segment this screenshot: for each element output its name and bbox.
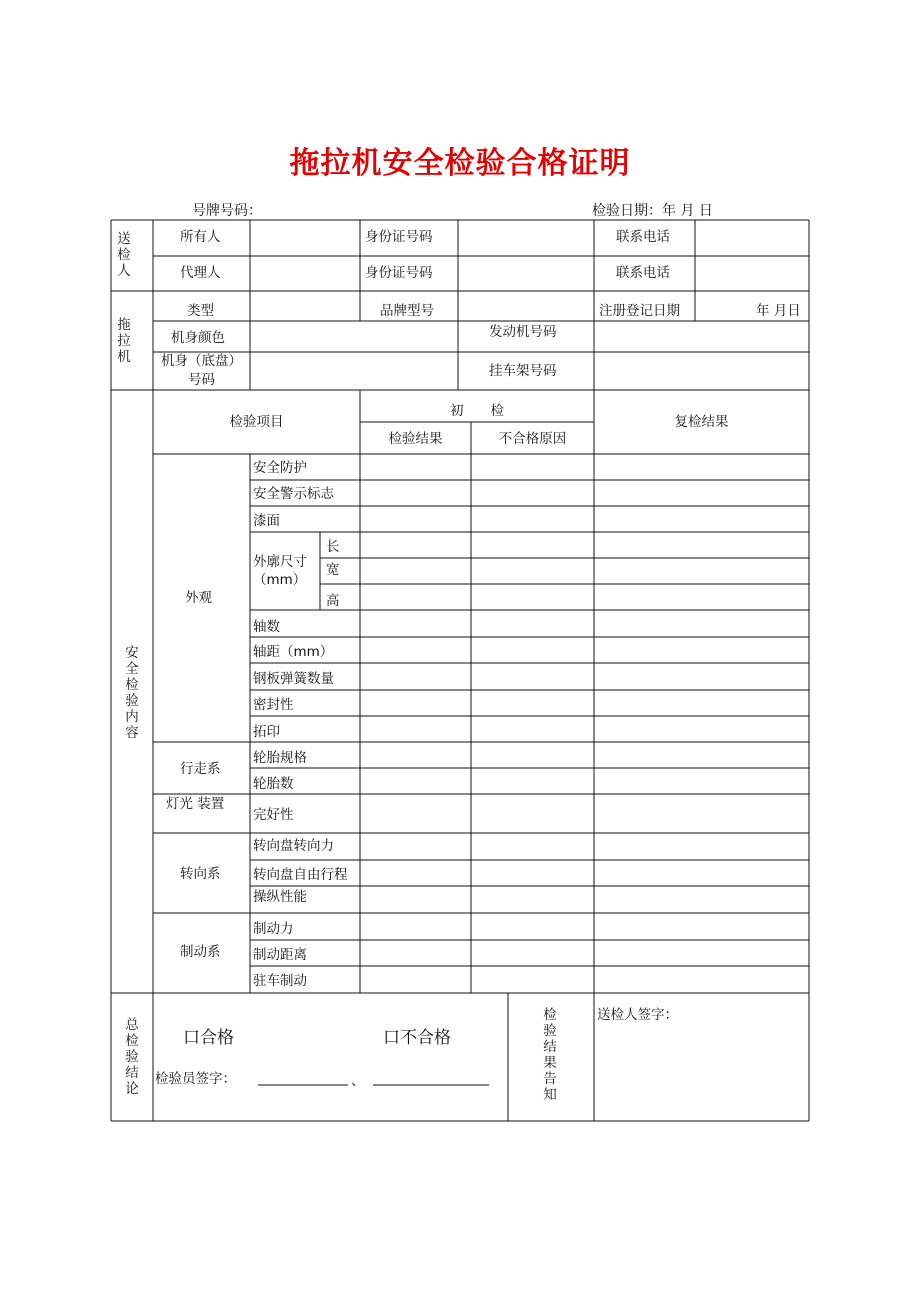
reg-date-label: 注册登记日期	[599, 303, 680, 319]
signature-separator: 、	[351, 1073, 365, 1089]
item-row: 钢板弹簧数量	[253, 671, 334, 687]
item-row: 完好性	[253, 807, 294, 823]
walking-system-label: 行走系	[180, 761, 221, 777]
item-row: 拓印	[253, 724, 280, 740]
inspector-signature-label: 检验员签字：	[155, 1071, 236, 1087]
tractor-group-label: 拖拉机	[117, 317, 131, 365]
inspection-group-label: 安全检验内容	[125, 645, 139, 741]
steering-system-label: 转向系	[180, 866, 221, 882]
agent-phone-label: 联系电话	[616, 265, 670, 281]
owner-id-label: 身份证号码	[365, 229, 433, 245]
recheck-header: 复检结果	[674, 414, 729, 430]
item-row: 轮胎规格	[253, 750, 307, 766]
dimension-width: 宽	[326, 562, 340, 578]
color-label: 机身颜色	[171, 330, 225, 346]
item-row: 轴数	[253, 619, 280, 635]
item-row: 安全警示标志	[253, 486, 334, 502]
lights-label: 灯光 装置	[166, 796, 225, 812]
initial-header: 初 检	[450, 403, 504, 419]
braking-system-label: 制动系	[180, 944, 221, 960]
plate-number-label: 号牌号码：	[192, 203, 262, 219]
brand-label: 品牌型号	[380, 303, 434, 319]
reg-date-value: 年 月日	[756, 303, 801, 319]
agent-label: 代理人	[180, 265, 221, 281]
sender-group-label: 送检人	[117, 231, 131, 279]
inspection-date-label: 检验日期：年 月 日	[592, 203, 713, 219]
type-label: 类型	[187, 303, 214, 319]
engine-label: 发动机号码	[489, 324, 557, 340]
result-header: 检验结果	[388, 431, 443, 447]
chassis-label-line1: 机身（底盘）	[161, 353, 242, 369]
appearance-label: 外观	[185, 590, 212, 606]
item-row: 轴距（mm）	[253, 644, 334, 660]
owner-label: 所有人	[180, 229, 221, 245]
chassis-label-line2: 号码	[188, 372, 215, 388]
reason-header: 不合格原因	[498, 431, 567, 447]
dimension-height: 高	[326, 593, 340, 609]
agent-id-label: 身份证号码	[365, 265, 433, 281]
fail-checkbox[interactable]: 口不合格	[383, 1028, 451, 1048]
document-title: 拖拉机安全检验合格证明	[289, 146, 631, 181]
item-row: 转向盘转向力	[253, 838, 334, 854]
result-notification-label: 检验结果告知	[543, 1007, 557, 1103]
dimension-length: 长	[326, 539, 340, 555]
item-row: 操纵性能	[253, 889, 307, 905]
item-row: 制动距离	[253, 947, 307, 963]
trailer-label: 挂车架号码	[489, 363, 557, 379]
item-row: 驻车制动	[253, 973, 307, 989]
item-row: 密封性	[253, 697, 294, 713]
dimension-label-line1: 外廓尺寸	[253, 554, 307, 570]
owner-phone-label: 联系电话	[616, 229, 670, 245]
dimension-label-line2: （mm）	[253, 572, 307, 588]
item-row: 漆面	[253, 513, 280, 529]
item-row: 转向盘自由行程	[253, 867, 348, 883]
conclusion-group-label: 总检验结论	[125, 1017, 139, 1097]
item-row: 安全防护	[253, 460, 307, 476]
sender-signature-label: 送检人签字：	[597, 1007, 678, 1023]
item-row: 制动力	[253, 921, 294, 937]
item-row: 轮胎数	[253, 776, 294, 792]
pass-checkbox[interactable]: 口合格	[183, 1028, 234, 1048]
item-header: 检验项目	[229, 414, 284, 430]
